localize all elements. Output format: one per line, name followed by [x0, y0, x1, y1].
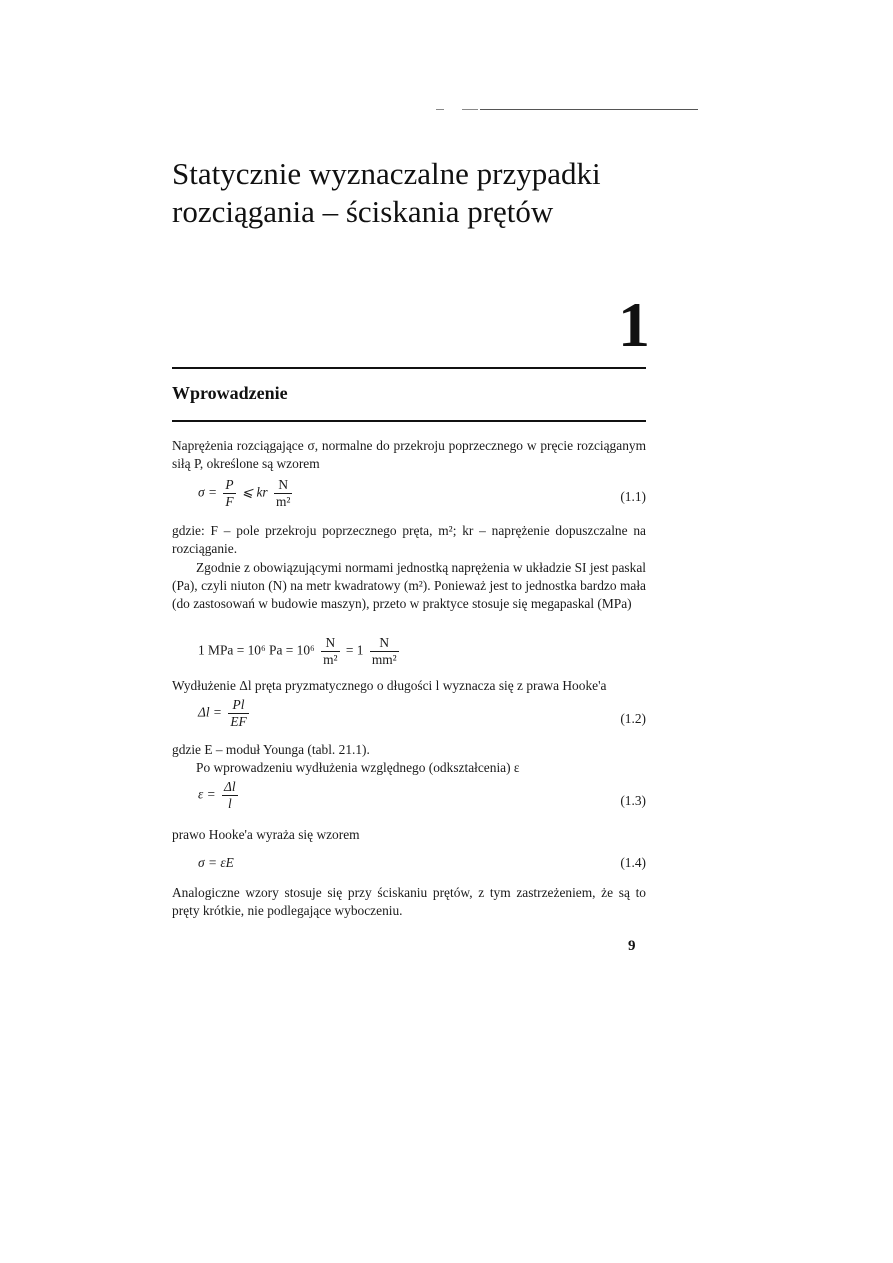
- header-rule: [480, 109, 698, 110]
- eq1-denominator: F: [225, 494, 234, 509]
- eq-mpa-den1: m²: [323, 652, 338, 667]
- eq2-lhs: Δl =: [198, 704, 222, 720]
- paragraph-5: gdzie E – moduł Younga (tabl. 21.1).: [172, 742, 370, 757]
- eq1-unit-numerator: N: [278, 477, 289, 492]
- equation-label-1-4: (1.4): [620, 855, 646, 870]
- equation-mpa: [198, 635, 402, 668]
- eq3-lhs: ε =: [198, 786, 216, 802]
- chapter-title: [172, 155, 601, 231]
- eq2-denominator: EF: [230, 714, 247, 729]
- header-dash-2: [462, 109, 478, 110]
- paragraph-8: Analogiczne wzory stosuje się przy ściskaniu prętów, z tym zastrzeżeniem, że są to pręty krótkie, nie podlegające wyboczeniu.: [172, 885, 646, 918]
- eq1-lhs: σ =: [198, 484, 217, 500]
- eq-mpa-num1: N: [325, 635, 336, 650]
- eq2-numerator: Pl: [232, 697, 245, 712]
- equation-label-1-3: (1.3): [620, 793, 646, 808]
- header-dash-1: [436, 109, 444, 110]
- eq-mpa-mid: = 1: [345, 642, 364, 658]
- eq-mpa-num2: N: [379, 635, 390, 650]
- chapter-rule-top: [172, 367, 646, 369]
- chapter-title-line2: rozciągania – ściskania prętów: [172, 194, 554, 229]
- section-rule-bottom: [172, 420, 646, 422]
- equation-1-1: [198, 477, 295, 510]
- section-heading: Wprowadzenie: [172, 383, 288, 403]
- eq-mpa-fraction-2: [370, 635, 399, 668]
- equation-label-1-1: (1.1): [620, 489, 646, 504]
- paragraph-4: Wydłużenie Δl pręta pryzmatycznego o długości l wyznacza się z prawa Hooke'a: [172, 678, 607, 693]
- paragraph-3: Zgodnie z obowiązującymi normami jednostką naprężenia w układzie SI jest paskal (Pa), czyli niuton (N) na metr kwadratowy (m²). Ponieważ jest to jednostka bardzo mała (do zastosowań w budowie maszyn), przeto w praktyce stosuje się megapaskal (MPa): [172, 560, 646, 611]
- eq2-fraction: [228, 697, 248, 730]
- paragraph-1: Naprężenia rozciągające σ, normalne do przekroju poprzecznego w pręcie rozciąganym siłą P, określone są wzorem: [172, 438, 646, 471]
- paragraph-2: gdzie: F – pole przekroju poprzecznego pręta, m²; kr – naprężenie dopuszczalne na rozciąganie.: [172, 523, 646, 556]
- paragraph-6: Po wprowadzeniu wydłużenia względnego (odkształcenia) ε: [196, 760, 520, 775]
- eq3-numerator: Δl: [224, 779, 236, 794]
- equation-1-2: [198, 697, 252, 730]
- equation-1-4: σ = εE: [198, 855, 234, 870]
- page-number: 9: [628, 938, 636, 954]
- paragraph-7: prawo Hooke'a wyraża się wzorem: [172, 827, 360, 842]
- eq-mpa-den2: mm²: [371, 652, 397, 667]
- eq1-numerator: P: [225, 477, 234, 492]
- eq-mpa-part1: 1 MPa = 10⁶ Pa = 10⁶: [198, 642, 315, 658]
- eq1-fraction: [223, 477, 235, 510]
- eq3-denominator: l: [222, 795, 238, 812]
- chapter-number: 1: [618, 289, 650, 360]
- eq-mpa-fraction-1: [321, 635, 339, 668]
- equation-label-1-2: (1.2): [620, 711, 646, 726]
- eq1-relation: ⩽ kr: [241, 484, 268, 500]
- chapter-title-line1: Statycznie wyznaczalne przypadki: [172, 156, 601, 191]
- eq1-unit-denominator: m²: [276, 494, 291, 509]
- equation-1-3: [198, 779, 241, 812]
- eq3-fraction: [222, 779, 238, 812]
- eq1-unit: [274, 477, 292, 510]
